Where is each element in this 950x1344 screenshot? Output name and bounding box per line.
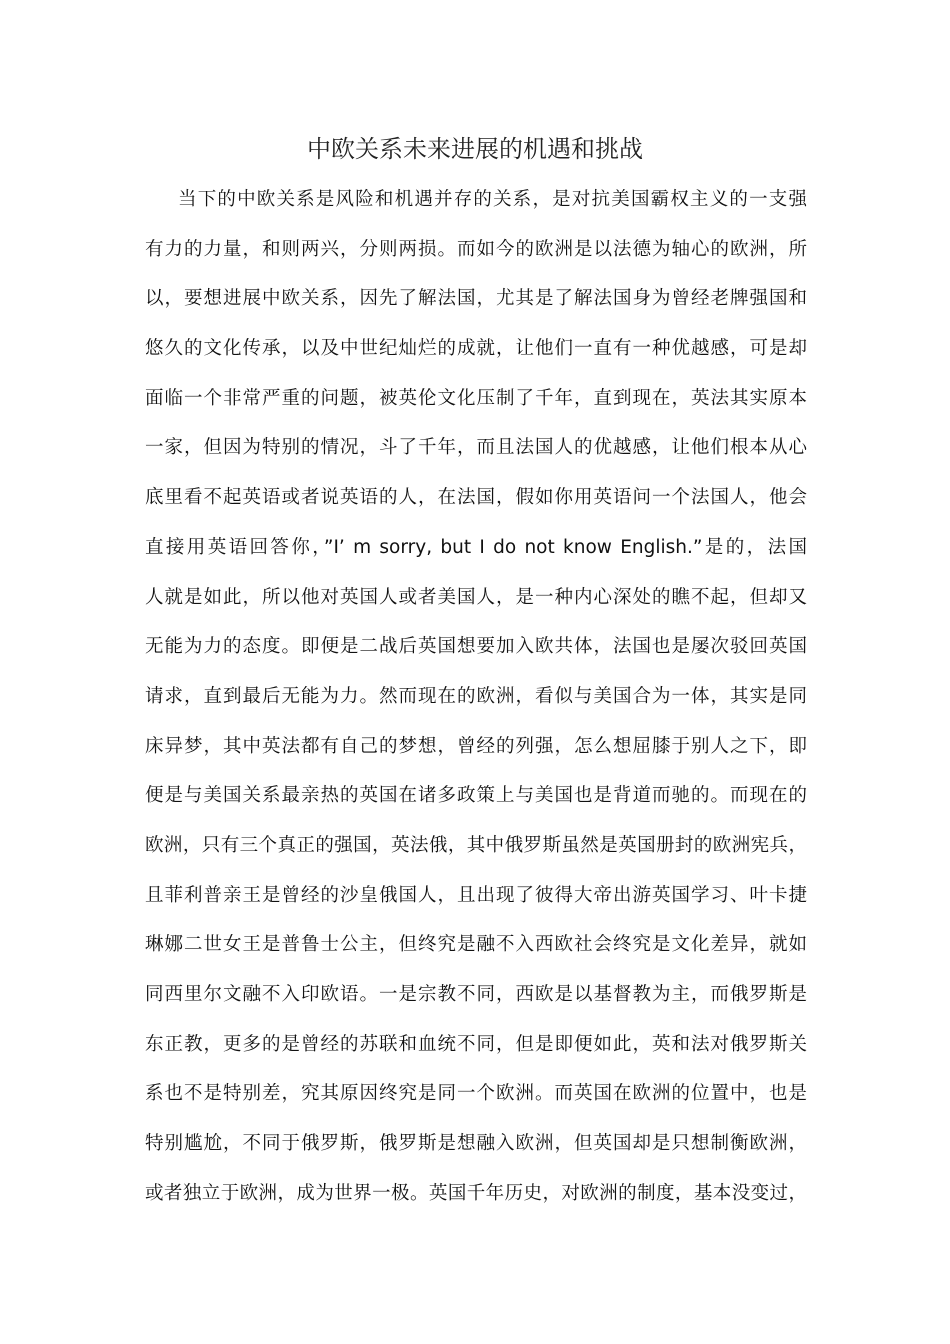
paragraph-line: 有力的力量，和则两兴，分则两损。而如今的欧洲是以法德为轴心的欧洲，所 <box>145 238 807 260</box>
paragraph-line: 直接用英语回答你，”I’ m sorry, but I do not know English.”是的，法国 <box>145 536 807 558</box>
paragraph-line: 面临一个非常严重的问题，被英伦文化压制了千年，直到现在，英法其实原本 <box>145 387 807 409</box>
paragraph-line: 床异梦，其中英法都有自己的梦想，曾经的列强，怎么想屈膝于别人之下，即 <box>145 735 807 757</box>
paragraph-line: 系也不是特别差，究其原因终究是同一个欧洲。而英国在欧洲的位置中，也是 <box>145 1083 807 1105</box>
paragraph-line: 一家，但因为特别的情况，斗了千年，而且法国人的优越感，让他们根本从心 <box>145 437 807 459</box>
paragraph-line: 底里看不起英语或者说英语的人，在法国，假如你用英语问一个法国人，他会 <box>145 487 807 509</box>
paragraph-line: 请求，直到最后无能为力。然而现在的欧洲，看似与美国合为一体，其实是同 <box>145 685 807 707</box>
paragraph-line: 人就是如此，所以他对英国人或者美国人，是一种内心深处的瞧不起，但却又 <box>145 586 807 608</box>
document-title: 中欧关系未来进展的机遇和挑战 <box>307 135 643 163</box>
paragraph-line: 欧洲，只有三个真正的强国，英法俄，其中俄罗斯虽然是英国册封的欧洲宪兵， <box>145 834 807 856</box>
paragraph-line: 便是与美国关系最亲热的英国在诸多政策上与美国也是背道而驰的。而现在的 <box>145 785 807 807</box>
paragraph-line: 无能为力的态度。即便是二战后英国想要加入欧共体，法国也是屡次驳回英国 <box>145 636 807 658</box>
document-body <box>145 180 807 1223</box>
paragraph-line: 同西里尔文融不入印欧语。一是宗教不同，西欧是以基督教为主，而俄罗斯是 <box>145 984 807 1005</box>
paragraph-line: 特别尴尬，不同于俄罗斯，俄罗斯是想融入欧洲，但英国却是只想制衡欧洲， <box>145 1133 807 1155</box>
paragraph-line: 当下的中欧关系是风险和机遇并存的关系，是对抗美国霸权主义的一支强 <box>178 189 807 210</box>
paragraph-line: 悠久的文化传承，以及中世纪灿烂的成就，让他们一直有一种优越感，可是却 <box>145 338 807 360</box>
paragraph-line: 且菲利普亲王是曾经的沙皇俄国人，且出现了彼得大帝出游英国学习、叶卡捷 <box>145 884 807 906</box>
paragraph-line: 以，要想进展中欧关系，因先了解法国，尤其是了解法国身为曾经老牌强国和 <box>145 288 807 310</box>
paragraph-line: 或者独立于欧洲，成为世界一极。英国千年历史，对欧洲的制度，基本没变过， <box>145 1182 807 1204</box>
paragraph-line: 琳娜二世女王是普鲁士公主，但终究是融不入西欧社会终究是文化差异，就如 <box>145 934 807 956</box>
paragraph-line: 东正教，更多的是曾经的苏联和血统不同，但是即便如此，英和法对俄罗斯关 <box>145 1033 807 1055</box>
